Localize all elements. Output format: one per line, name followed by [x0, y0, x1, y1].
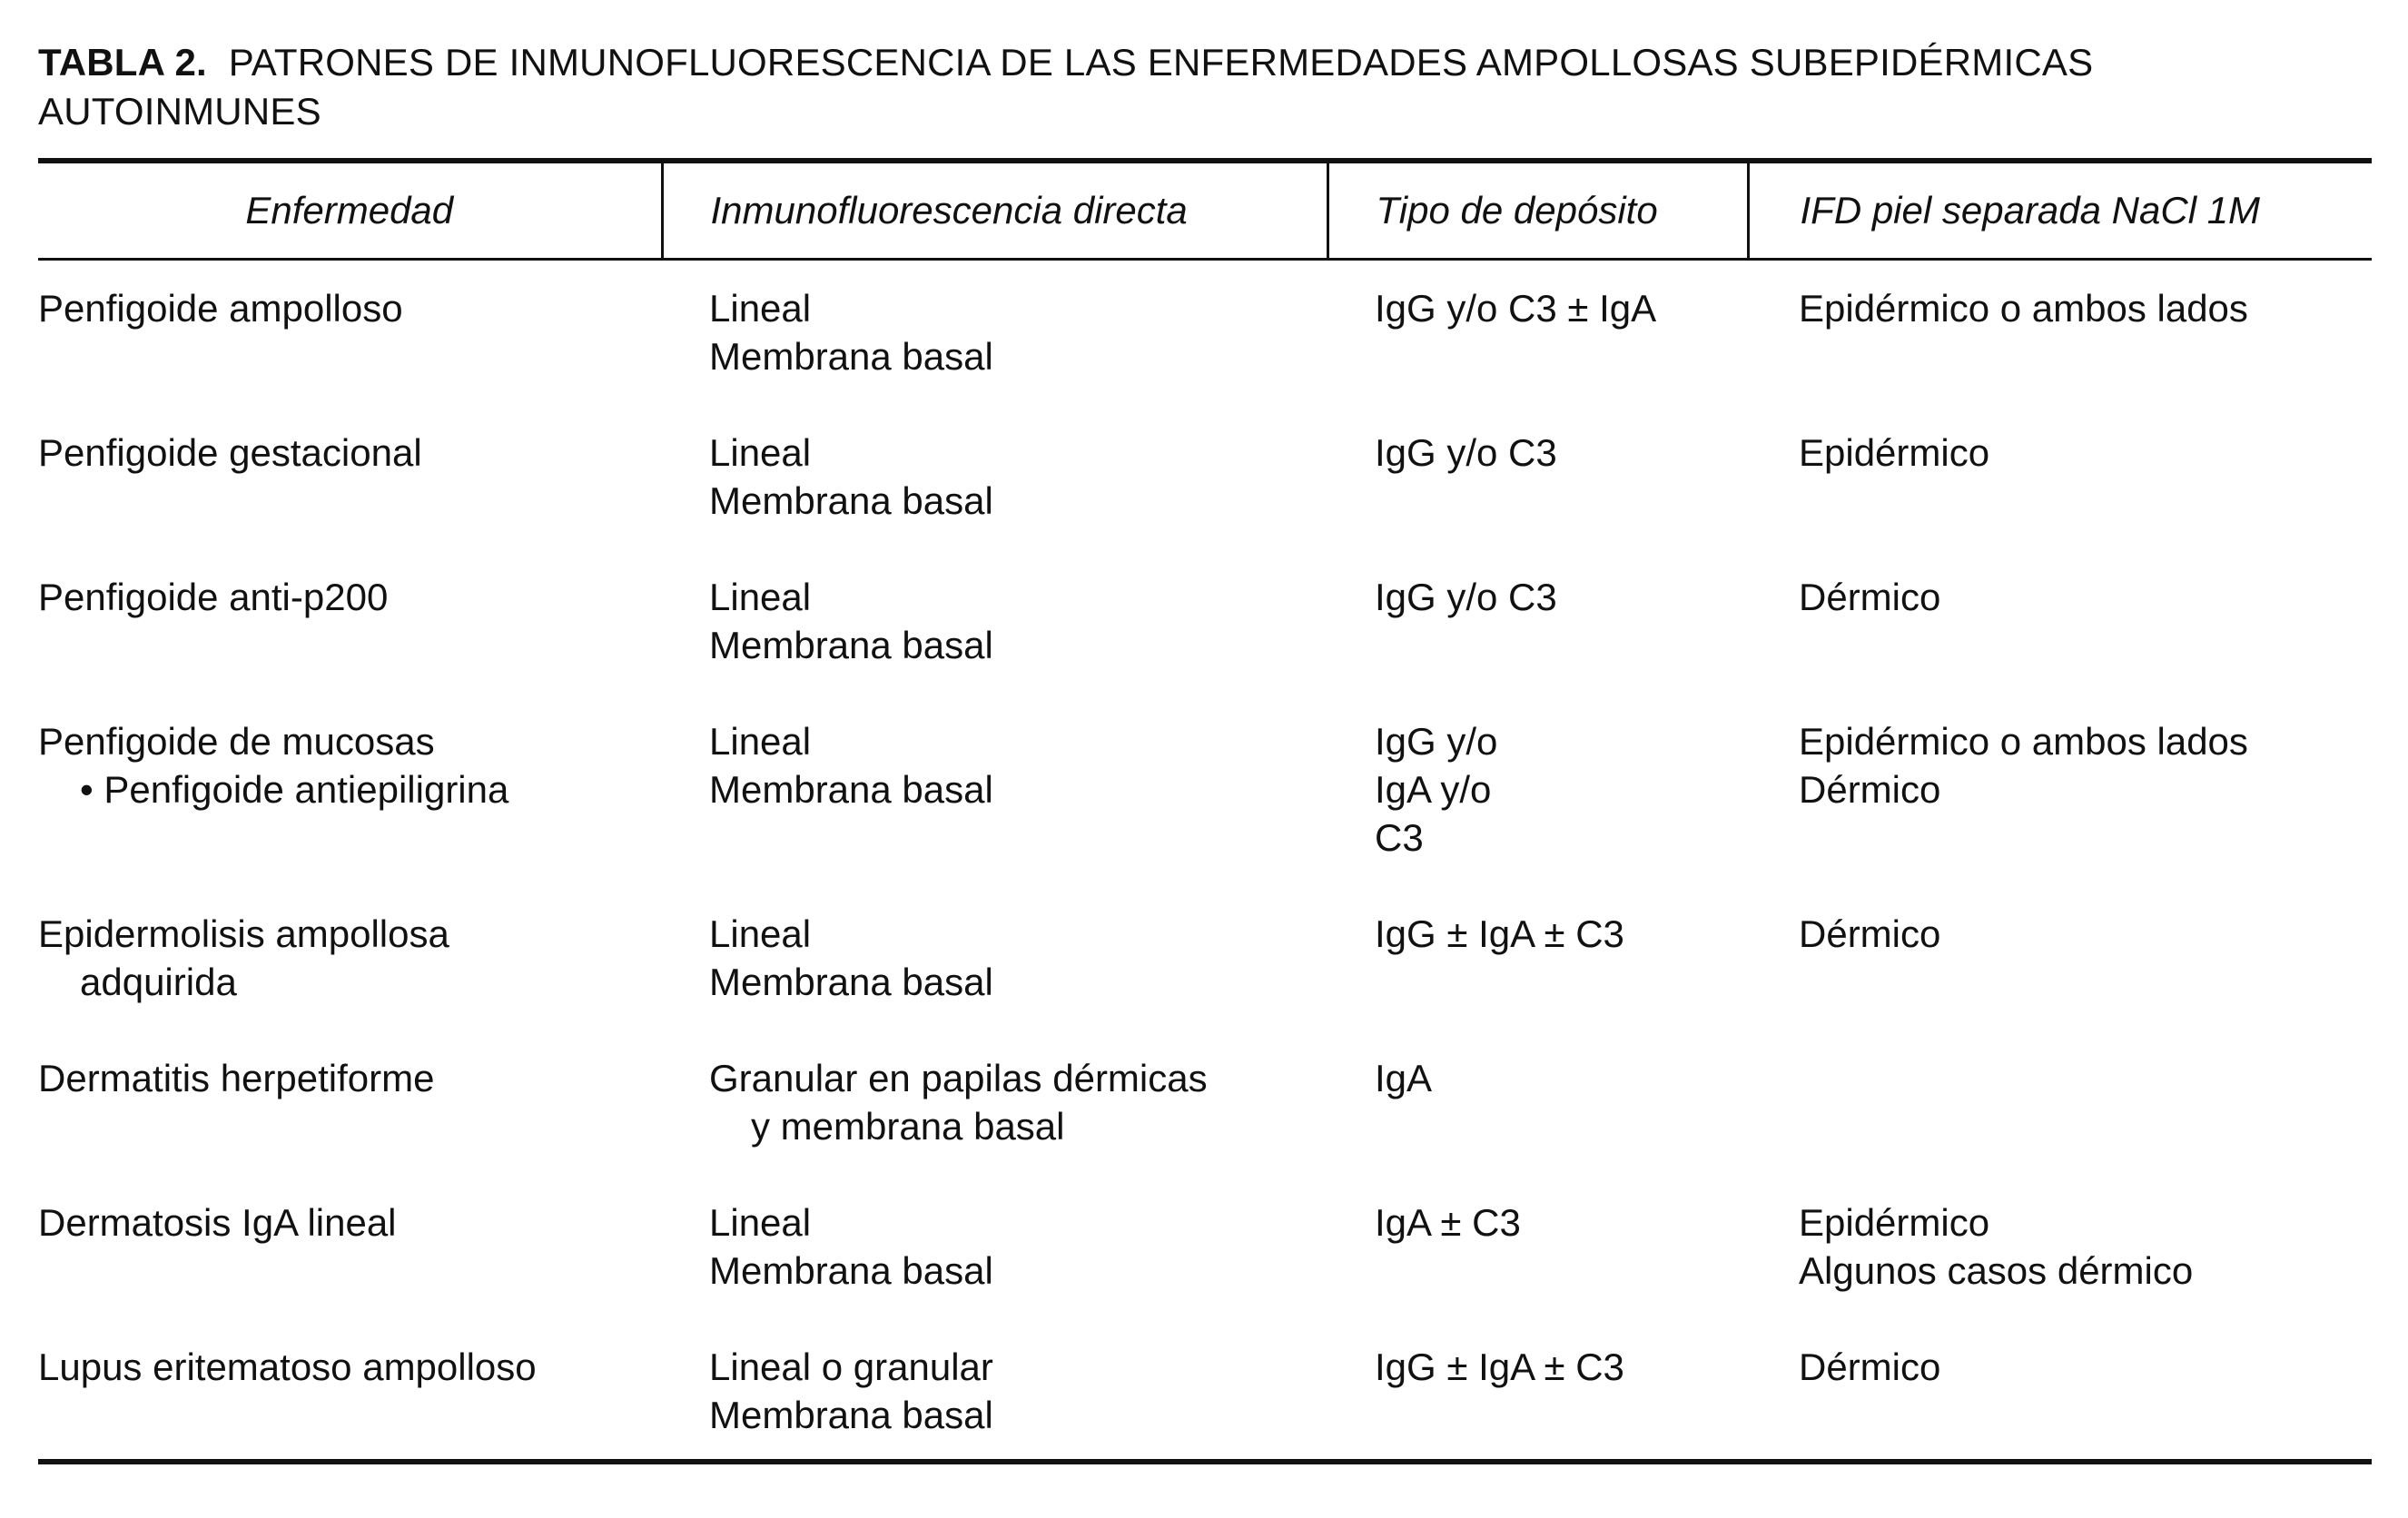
- cell-line: IgA: [1375, 1057, 1433, 1099]
- table-row: [38, 717, 2372, 910]
- cell-line: Penfigoide gestacional: [38, 431, 422, 474]
- cell-ifd: [662, 1054, 1327, 1198]
- cell-enfermedad: [38, 284, 662, 429]
- cell-line: Lineal: [709, 576, 812, 618]
- cell-ifd: [662, 573, 1327, 717]
- cell-line: Penfigoide ampolloso: [38, 287, 403, 330]
- table-row: [38, 1198, 2372, 1343]
- cell-line: adquirida: [80, 961, 237, 1003]
- bottom-rule: [38, 1459, 2372, 1464]
- immunofluorescence-table: [38, 163, 2372, 258]
- table-body: [38, 284, 2372, 1459]
- cell-ifd: [662, 717, 1327, 910]
- cell-line: Penfigoide anti-p200: [38, 576, 389, 618]
- table-row: [38, 910, 2372, 1054]
- header-tipo-deposito: Tipo de depósito: [1327, 163, 1748, 258]
- cell-enfermedad: [38, 429, 662, 573]
- cell-line: Membrana basal: [709, 479, 993, 522]
- cell-line: Penfigoide de mucosas: [38, 720, 435, 763]
- cell-line: Dérmico: [1799, 576, 1941, 618]
- document-page: [38, 38, 2372, 1464]
- cell-line: Dérmico: [1799, 768, 1941, 811]
- cell-line: Dérmico: [1799, 1346, 1941, 1388]
- cell-line: Membrana basal: [709, 1394, 993, 1436]
- cell-line: IgG y/o: [1375, 720, 1498, 763]
- header-ifd: Inmunofluorescencia directa: [662, 163, 1327, 258]
- cell-ifd-nacl: [1748, 573, 2372, 717]
- cell-tipo-deposito: [1327, 1054, 1748, 1198]
- cell-line: Membrana basal: [709, 624, 993, 666]
- cell-line: Lineal: [709, 720, 812, 763]
- table-row: [38, 1054, 2372, 1198]
- cell-line: IgA ± C3: [1375, 1201, 1521, 1244]
- cell-line: Membrana basal: [709, 961, 993, 1003]
- cell-line: Dermatitis herpetiforme: [38, 1057, 435, 1099]
- cell-line: Algunos casos dérmico: [1799, 1249, 2194, 1292]
- cell-line: Lineal: [709, 912, 812, 955]
- cell-line: Epidérmico: [1799, 1201, 1990, 1244]
- cell-tipo-deposito: [1327, 573, 1748, 717]
- cell-tipo-deposito: [1327, 910, 1748, 1054]
- cell-line: y membrana basal: [751, 1105, 1065, 1148]
- cell-enfermedad: [38, 573, 662, 717]
- cell-line: Membrana basal: [709, 768, 993, 811]
- table-title-line1: PATRONES DE INMUNOFLUORESCENCIA DE LAS ENFERMEDADES AMPOLLOSAS SUBEPIDÉRMICAS: [228, 41, 2094, 84]
- cell-line: Lineal: [709, 431, 812, 474]
- cell-enfermedad: [38, 717, 662, 910]
- cell-ifd-nacl: [1748, 1198, 2372, 1343]
- cell-tipo-deposito: [1327, 717, 1748, 910]
- table-row: [38, 284, 2372, 429]
- cell-line: IgG ± IgA ± C3: [1375, 1346, 1624, 1388]
- table-caption: [38, 38, 2372, 158]
- cell-ifd: [662, 284, 1327, 429]
- cell-line: Epidérmico o ambos lados: [1799, 720, 2248, 763]
- cell-line: Lineal: [709, 1201, 812, 1244]
- cell-ifd-nacl: [1748, 1343, 2372, 1459]
- cell-ifd-nacl: [1748, 1054, 2372, 1198]
- cell-enfermedad: [38, 1054, 662, 1198]
- cell-enfermedad: [38, 910, 662, 1054]
- cell-line: Lineal: [709, 287, 812, 330]
- cell-line: IgG y/o C3: [1375, 431, 1557, 474]
- table-label: TABLA 2.: [38, 41, 207, 84]
- table-row: [38, 429, 2372, 573]
- cell-line: IgA y/o: [1375, 768, 1492, 811]
- cell-ifd: [662, 1343, 1327, 1459]
- cell-ifd: [662, 429, 1327, 573]
- cell-line: Dermatosis IgA lineal: [38, 1201, 397, 1244]
- cell-line: IgG ± IgA ± C3: [1375, 912, 1624, 955]
- cell-ifd-nacl: [1748, 910, 2372, 1054]
- cell-ifd: [662, 910, 1327, 1054]
- header-enfermedad: Enfermedad: [38, 163, 662, 258]
- table-title-line2: AUTOINMUNES: [38, 90, 321, 133]
- cell-ifd: [662, 1198, 1327, 1343]
- cell-tipo-deposito: [1327, 1343, 1748, 1459]
- cell-line: Lineal o granular: [709, 1346, 993, 1388]
- header-row: [38, 163, 2372, 258]
- cell-line: C3: [1375, 816, 1424, 859]
- cell-line: IgG y/o C3: [1375, 576, 1557, 618]
- cell-line: Epidérmico: [1799, 431, 1990, 474]
- cell-ifd-nacl: [1748, 284, 2372, 429]
- cell-line: IgG y/o C3 ± IgA: [1375, 287, 1657, 330]
- cell-enfermedad: [38, 1198, 662, 1343]
- cell-line: Granular en papilas dérmicas: [709, 1057, 1208, 1099]
- cell-line: Dérmico: [1799, 912, 1941, 955]
- table-row: [38, 573, 2372, 717]
- cell-line: • Penfigoide antiepiligrina: [80, 768, 509, 811]
- cell-ifd-nacl: [1748, 717, 2372, 910]
- cell-line: Membrana basal: [709, 335, 993, 378]
- cell-line: Membrana basal: [709, 1249, 993, 1292]
- header-ifd-nacl: IFD piel separada NaCl 1M: [1800, 189, 2261, 232]
- cell-tipo-deposito: [1327, 1198, 1748, 1343]
- cell-enfermedad: [38, 1343, 662, 1459]
- table-row: [38, 1343, 2372, 1459]
- cell-line: Epidérmico o ambos lados: [1799, 287, 2248, 330]
- cell-line: Lupus eritematoso ampolloso: [38, 1346, 537, 1388]
- cell-line: Epidermolisis ampollosa: [38, 912, 449, 955]
- cell-tipo-deposito: [1327, 284, 1748, 429]
- cell-tipo-deposito: [1327, 429, 1748, 573]
- cell-ifd-nacl: [1748, 429, 2372, 573]
